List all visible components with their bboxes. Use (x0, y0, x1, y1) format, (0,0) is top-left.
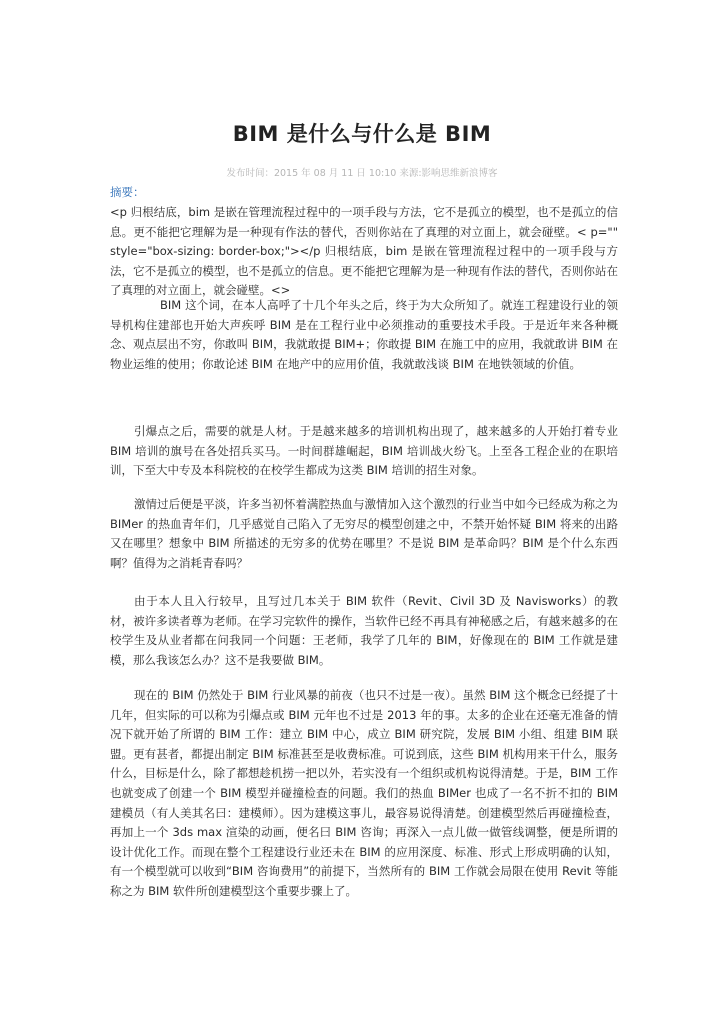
paragraph-5: 现在的 BIM 仍然处于 BIM 行业风暴的前夜（也只不过是一夜）。虽然 BIM 这个概念已经提了十几年，但实际的可以称为引爆点或 BIM 元年也不过是 2013 年的事。太多的企业在还毫无准备的情况下就开始了所谓的 BIM 工作：建立 BIM 中心，成立 BIM 研究院，发展 BIM 小组、组建 BIM 联盟。更有甚者，都提出制定 BIM 标准甚至是收费标准。可说到底，这些 BIM 机构用来干什么，服务什么，目标是什么，除了都想趁机捞一把以外，若实没有一个组织或机构说得清楚。于是，BIM 工作也就变成了创建一个 BIM 模型并碰撞检查的问题。我们的热血 BIMer 也成了一名不折不扣的 BIM 建模员（有人美其名曰：建模师）。因为建模这事儿，最容易说得清楚。创建模型然后再碰撞检查，再加上一个 3ds max 渲染的动画，便名曰 BIM 咨询；再深入一点儿做一做管线调整，便是所谓的设计优化工作。而现在整个工程建设行业还未在 BIM 的应用深度、标准、形式上形成明确的认知，有一个模型就可以收到“BIM 咨询费用”的前提下，当然所有的 BIM 工作就会局限在使用 Revit 等能称之为 BIM 软件所创建模型这个重要步骤上了。 (110, 688, 618, 898)
paragraph-4: 由于本人且入行较早，且写过几本关于 BIM 软件（Revit、Civil 3D 及 Navisworks）的教材，被许多读者尊为老师。在学习完软件的操作，当软件已经不再具有神秘感之后，有越来越多的在校学生及从业者都在问我同一个问题：王老师，我学了几年的 BIM，好像现在的 BIM 工作就是建模，那么我该怎么办？这不是我要做 BIM。 (110, 594, 618, 667)
article-title: BIM 是什么与什么是 BIM (232, 122, 492, 146)
abstract-label: 摘要： (110, 185, 145, 199)
paragraph-2: 引爆点之后，需要的就是人材。于是越来越多的培训机构出现了，越来越多的人开始打着专业 BIM 培训的旗号在各处招兵买马。一时间群雄崛起，BIM 培训战火纷飞。上至各工程企业的在职培训，下至大中专及本科院校的在校学生都成为这类 BIM 培训的招生对象。 (110, 424, 618, 478)
paragraph-3: 激情过后便是平淡，许多当初怀着满腔热血与激情加入这个激烈的行业当中如今已经成为称之为 BIMer 的热血青年们，几乎感觉自己陷入了无穷尽的模型创建之中，不禁开始怀疑 BIM 将来的出路又在哪里？想象中 BIM 所描述的无穷多的优势在哪里？不是说 BIM 是革命吗？BIM 是个什么东西啊？值得为之消耗青春吗？ (110, 497, 618, 570)
article-meta: 发布时间：2015 年 08 月 11 日 10:10 来源:影响思维新浪博客 (226, 168, 498, 179)
paragraph-1: BIM 这个词，在本人高呼了十几个年头之后，终于为大众所知了。就连工程建设行业的领导机构住建部也开始大声疾呼 BIM 是在工程行业中必须推动的重要技术手段。于是近年来各种概念、观点层出不穷，你敢叫 BIM，我就敢提 BIM+；你敢提 BIM 在施工中的应用，我就敢讲 BIM 在物业运维的使用；你敢论述 BIM 在地产中的应用价值，我就敢浅谈 BIM 在地铁领域的价值。 (110, 298, 618, 371)
abstract-text: <p 归根结底，bim 是嵌在管理流程过程中的一项手段与方法，它不是孤立的模型，也不是孤立的信息。更不能把它理解为是一种现有作法的替代，否则你站在了真理的对立面上，就会碰壁。< p="" style="box-sizing: border-box;"></p 归根结底，bim 是嵌在管理流程过程中的一项手段与方法，它不是孤立的模型，也不是孤立的信息。更不能把它理解为是一种现有作法的替代，否则你站在了真理的对立面上，就会碰壁。<> (110, 205, 618, 298)
